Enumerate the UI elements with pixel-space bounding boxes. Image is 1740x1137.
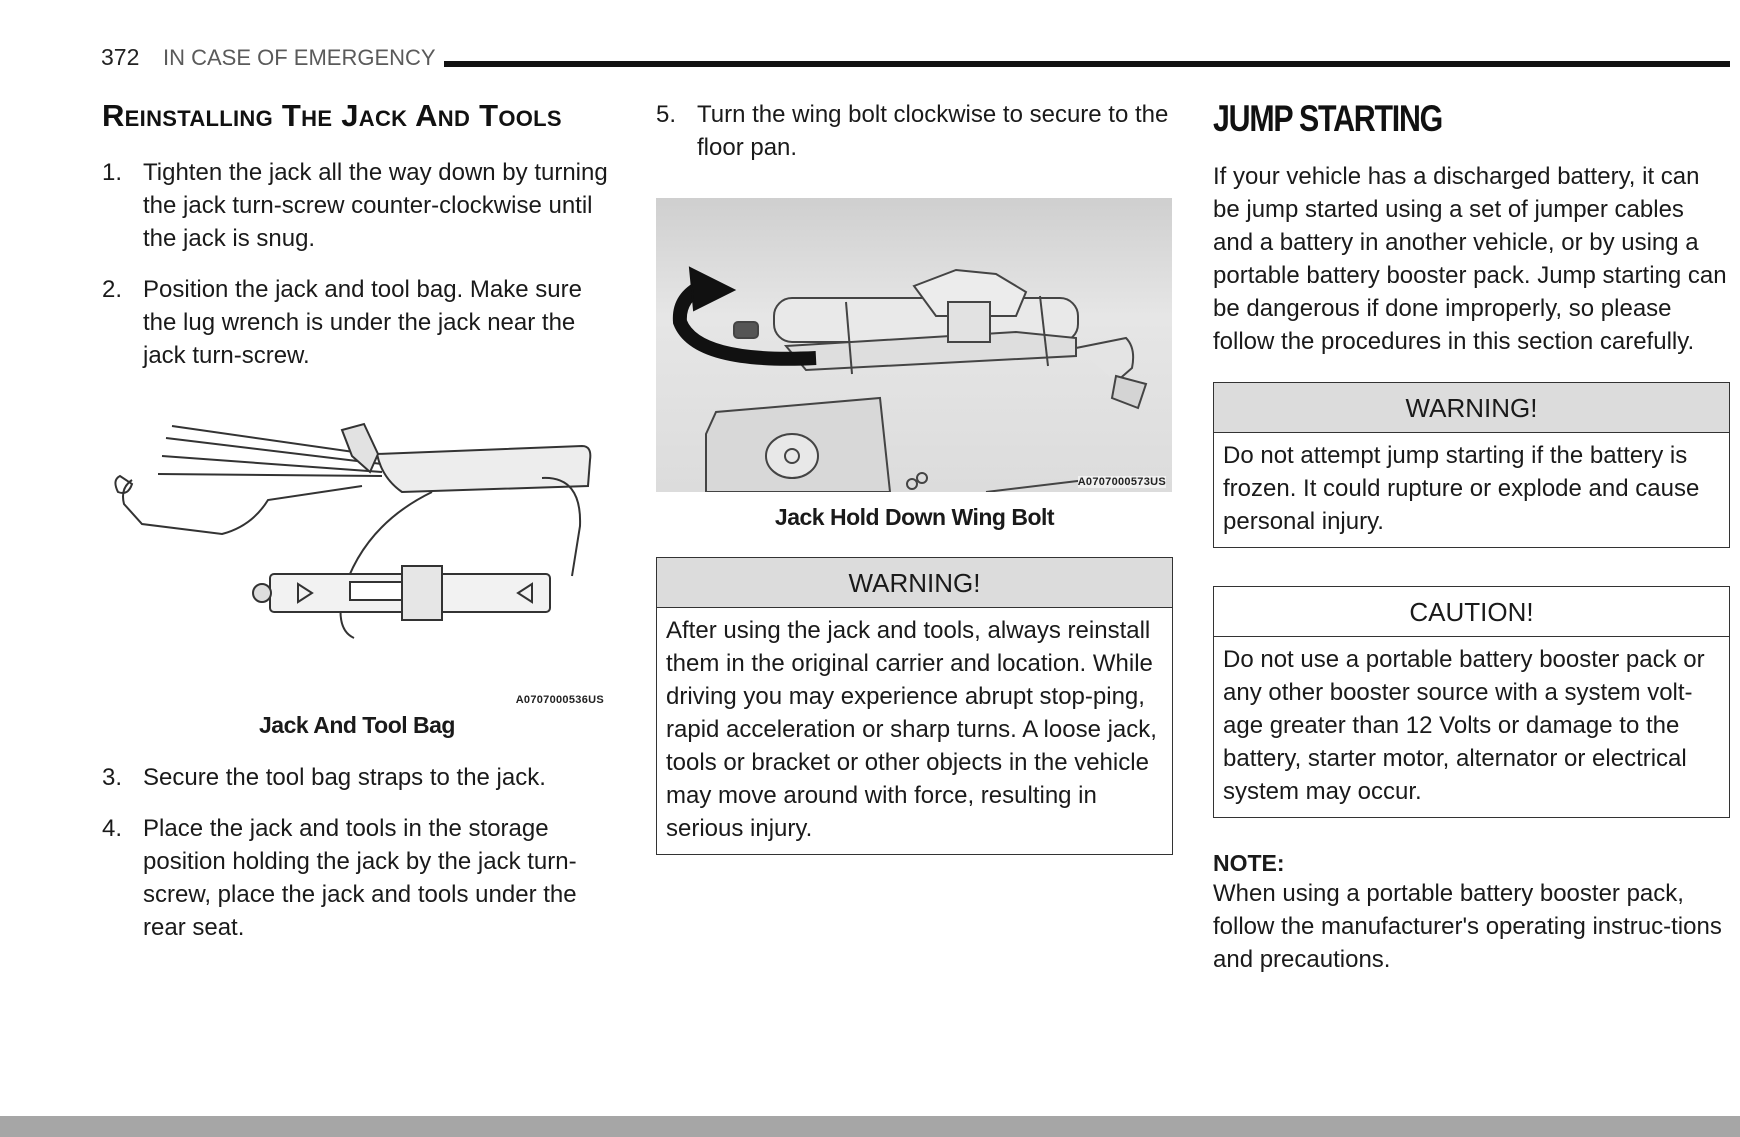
jack-center-block: [948, 302, 990, 342]
step-4: [102, 812, 612, 944]
rotation-arrowhead: [690, 268, 734, 310]
wing-bolt-illustration: [656, 198, 1172, 492]
step-text: Tighten the jack all the way down by turning the jack turn-screw counter-clockwise until the jack is snug.: [143, 159, 608, 252]
caution-text: Do not use a portable battery booster pack or any other booster source with a system volt-age greater than 12 Volts or damage to the battery, starter motor, alternator or electrical system may occur.: [1223, 646, 1705, 805]
wrench-socket: [1112, 376, 1146, 408]
jump-starting-intro: If your vehicle has a discharged battery, it can be jump started using a set of jumper cables and a battery in another vehicle, or by using a portable battery booster pack. Jump starting can be dangerous if done improperly, so please follow the procedures in this section carefully.: [1213, 163, 1727, 355]
warning-title: WARNING!: [1214, 383, 1729, 433]
step-text: Turn the wing bolt clockwise to secure to the floor pan.: [697, 101, 1169, 161]
lug-wrench: [1076, 338, 1133, 382]
figure-code: A0707000536US: [515, 694, 604, 706]
jump-starting-heading: JUMP STARTING: [1213, 98, 1442, 139]
step-2: [102, 273, 612, 372]
small-bolt: [907, 479, 917, 489]
step-number: 2.: [102, 276, 123, 303]
step-1: [102, 156, 612, 255]
figure-caption: Jack And Tool Bag: [259, 712, 455, 738]
footer-bar: [0, 1116, 1740, 1137]
page-header: [101, 44, 1731, 74]
warning-box: [1213, 382, 1730, 548]
wing-bolt: [734, 322, 758, 338]
left-column: [102, 98, 612, 962]
step-text: Secure the tool bag straps to the jack.: [143, 764, 546, 791]
tool-bag: [377, 446, 590, 492]
caution-box: [1213, 586, 1730, 818]
page-number: 372: [101, 44, 140, 70]
step-number: 3.: [102, 764, 123, 791]
floor-pan-hole: [766, 434, 818, 478]
warning-text: After using the jack and tools, always reinstall them in the original carrier and location. While driving you may experience abrupt stop-ping, rapid acceleration or sharp turns. A loose jack, tools or bracket or other objects in the vehicle may move around with force, resulting in serious injury.: [666, 617, 1157, 842]
tool-rod: [162, 456, 382, 472]
jack-screw-end: [253, 584, 271, 602]
strap: [542, 478, 580, 576]
jack-and-tool-bag-figure: [102, 416, 612, 706]
step-3: [102, 761, 612, 794]
right-column: [1213, 98, 1730, 976]
warning-title: WARNING!: [657, 558, 1172, 608]
step-text: Position the jack and tool bag. Make sure the lug wrench is under the jack near the jack turn-screw.: [143, 276, 582, 369]
step-5: [656, 98, 1173, 164]
middle-column: [656, 98, 1173, 893]
section-title: IN CASE OF EMERGENCY: [163, 45, 436, 70]
step-number: 5.: [656, 101, 677, 128]
jack-saddle: [402, 566, 442, 620]
note-label: NOTE:: [1213, 850, 1285, 876]
header-rule: [444, 61, 1730, 67]
figure-caption: Jack Hold Down Wing Bolt: [774, 504, 1055, 530]
tool-bag-flap: [342, 424, 378, 472]
warning-box: [656, 557, 1173, 855]
step-text: Place the jack and tools in the storage position holding the jack by the jack turn-screw, place the jack and tools under the rear seat.: [143, 815, 577, 941]
reinstalling-heading: Reinstalling The Jack And Tools: [102, 98, 562, 133]
tool-rod: [158, 474, 382, 476]
note-text: When using a portable battery booster pack, follow the manufacturer's operating instruc-tions and precautions.: [1213, 880, 1722, 973]
lug-wrench: [123, 480, 362, 534]
caution-title: CAUTION!: [1214, 587, 1729, 637]
step-number: 1.: [102, 159, 123, 186]
warning-text: Do not attempt jump starting if the battery is frozen. It could rupture or explode and cause personal injury.: [1223, 442, 1700, 535]
small-bolt: [917, 473, 927, 483]
step-number: 4.: [102, 815, 123, 842]
figure-code: A0707000573US: [1077, 476, 1166, 488]
wing-bolt-figure: [656, 198, 1172, 492]
edge-line: [986, 480, 1086, 492]
jack-and-tool-bag-illustration: [102, 416, 612, 706]
